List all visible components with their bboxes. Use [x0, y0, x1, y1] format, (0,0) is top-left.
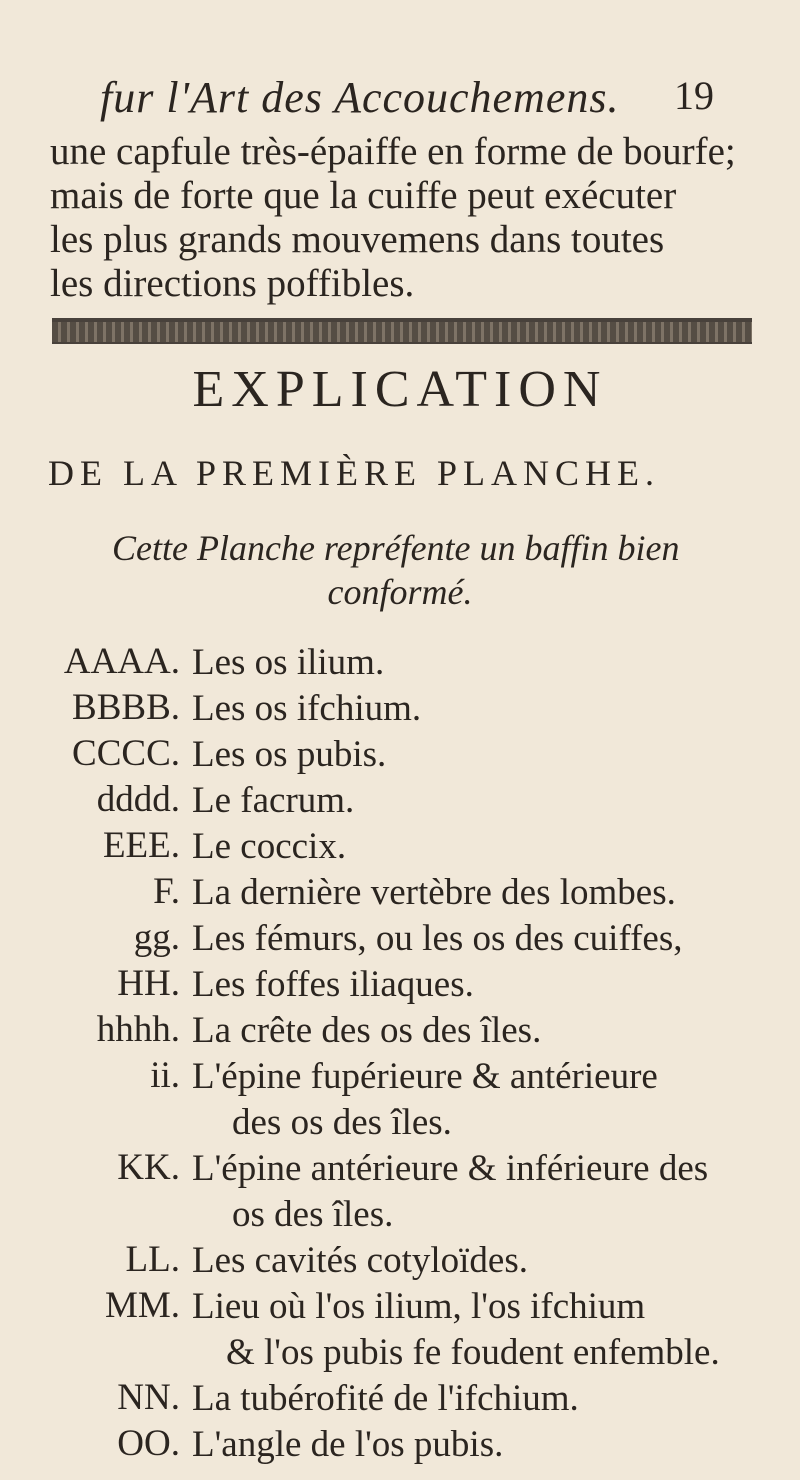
legend-entry [40, 824, 780, 870]
legend-key: HH. [117, 963, 180, 1004]
intro-line: Cette Planche repréfente un baffin bien [112, 528, 680, 568]
legend-text-block [192, 1146, 708, 1238]
legend-key: KK. [117, 1147, 180, 1188]
ornamental-rule [52, 318, 752, 344]
legend-entry [40, 1238, 780, 1284]
legend-key: EEE. [102, 825, 180, 866]
legend-text: La dernière vertèbre des lombes. [192, 872, 676, 913]
legend-entry [40, 686, 780, 732]
paragraph-line: les directions poffibles. [50, 262, 415, 305]
legend-text-continued: os des îles. [232, 1194, 394, 1235]
legend-text: Le coccix. [192, 826, 347, 867]
legend-entry [40, 732, 780, 778]
legend-key: F. [153, 871, 180, 912]
legend-text: Les os pubis. [192, 734, 387, 775]
legend-key: AAAA. [63, 641, 180, 682]
legend-text: L'angle de l'os pubis. [192, 1424, 504, 1465]
legend-key: BBBB. [72, 687, 180, 728]
section-title: EXPLICATION [192, 361, 608, 418]
legend-entry [40, 1054, 780, 1146]
legend-text: La crête des os des îles. [192, 1010, 542, 1051]
legend-key: LL. [125, 1239, 180, 1280]
legend-text: Lieu où l'os ilium, l'os ifchium [192, 1286, 646, 1327]
legend-entry [40, 916, 780, 962]
legend-key: MM. [104, 1285, 180, 1326]
legend-entry [40, 1146, 780, 1238]
legend-text: La tubérofité de l'ifchium. [192, 1378, 579, 1419]
legend-key: hhhh. [96, 1009, 180, 1050]
paragraph-line: mais de forte que la cuiffe peut exécuter [50, 174, 677, 217]
legend-entry [40, 1376, 780, 1422]
intro-line: conformé. [327, 572, 473, 612]
legend-entry [40, 1422, 780, 1468]
legend-entry [40, 870, 780, 916]
paragraph-line: une capfule très-épaiffe en forme de bourfe; [50, 130, 736, 173]
body-paragraph [50, 130, 750, 306]
legend-text: Les fémurs, ou les os des cuiffes, [192, 918, 683, 959]
intro-text [50, 526, 750, 614]
section-subtitle: DE LA PREMIÈRE PLANCHE. [48, 453, 661, 493]
legend-text: Les foffes iliaques. [192, 964, 474, 1005]
legend-entry [40, 1008, 780, 1054]
legend-text: L'épine fupérieure & antérieure [192, 1056, 658, 1097]
legend-key: NN. [117, 1377, 180, 1418]
legend-text: Les cavités cotyloïdes. [192, 1240, 528, 1281]
legend-entry [40, 778, 780, 824]
legend-text-block [192, 1054, 658, 1146]
legend-text-block [192, 1284, 720, 1376]
legend-entry [40, 962, 780, 1008]
legend-key: dddd. [96, 779, 180, 820]
legend-text: L'épine antérieure & inférieure des [192, 1148, 709, 1189]
legend-text: Les os ilium. [192, 642, 385, 683]
legend-text-continued: & l'os pubis fe foudent enfemble. [226, 1332, 720, 1373]
running-head: fur l'Art des Accouchemens. [100, 73, 620, 122]
paragraph-line: les plus grands mouvemens dans toutes [50, 218, 665, 261]
legend-key: ii. [150, 1055, 180, 1096]
legend-key: OO. [117, 1423, 180, 1464]
legend-entry [40, 640, 780, 686]
legend-key: CCCC. [72, 733, 180, 774]
page-number: 19 [674, 73, 714, 118]
plate-legend [40, 640, 780, 1468]
legend-text: Les os ifchium. [192, 688, 422, 729]
legend-text: Le facrum. [192, 780, 355, 821]
legend-text-continued: des os des îles. [232, 1102, 452, 1143]
legend-entry [40, 1284, 780, 1376]
legend-key: gg. [133, 917, 180, 958]
